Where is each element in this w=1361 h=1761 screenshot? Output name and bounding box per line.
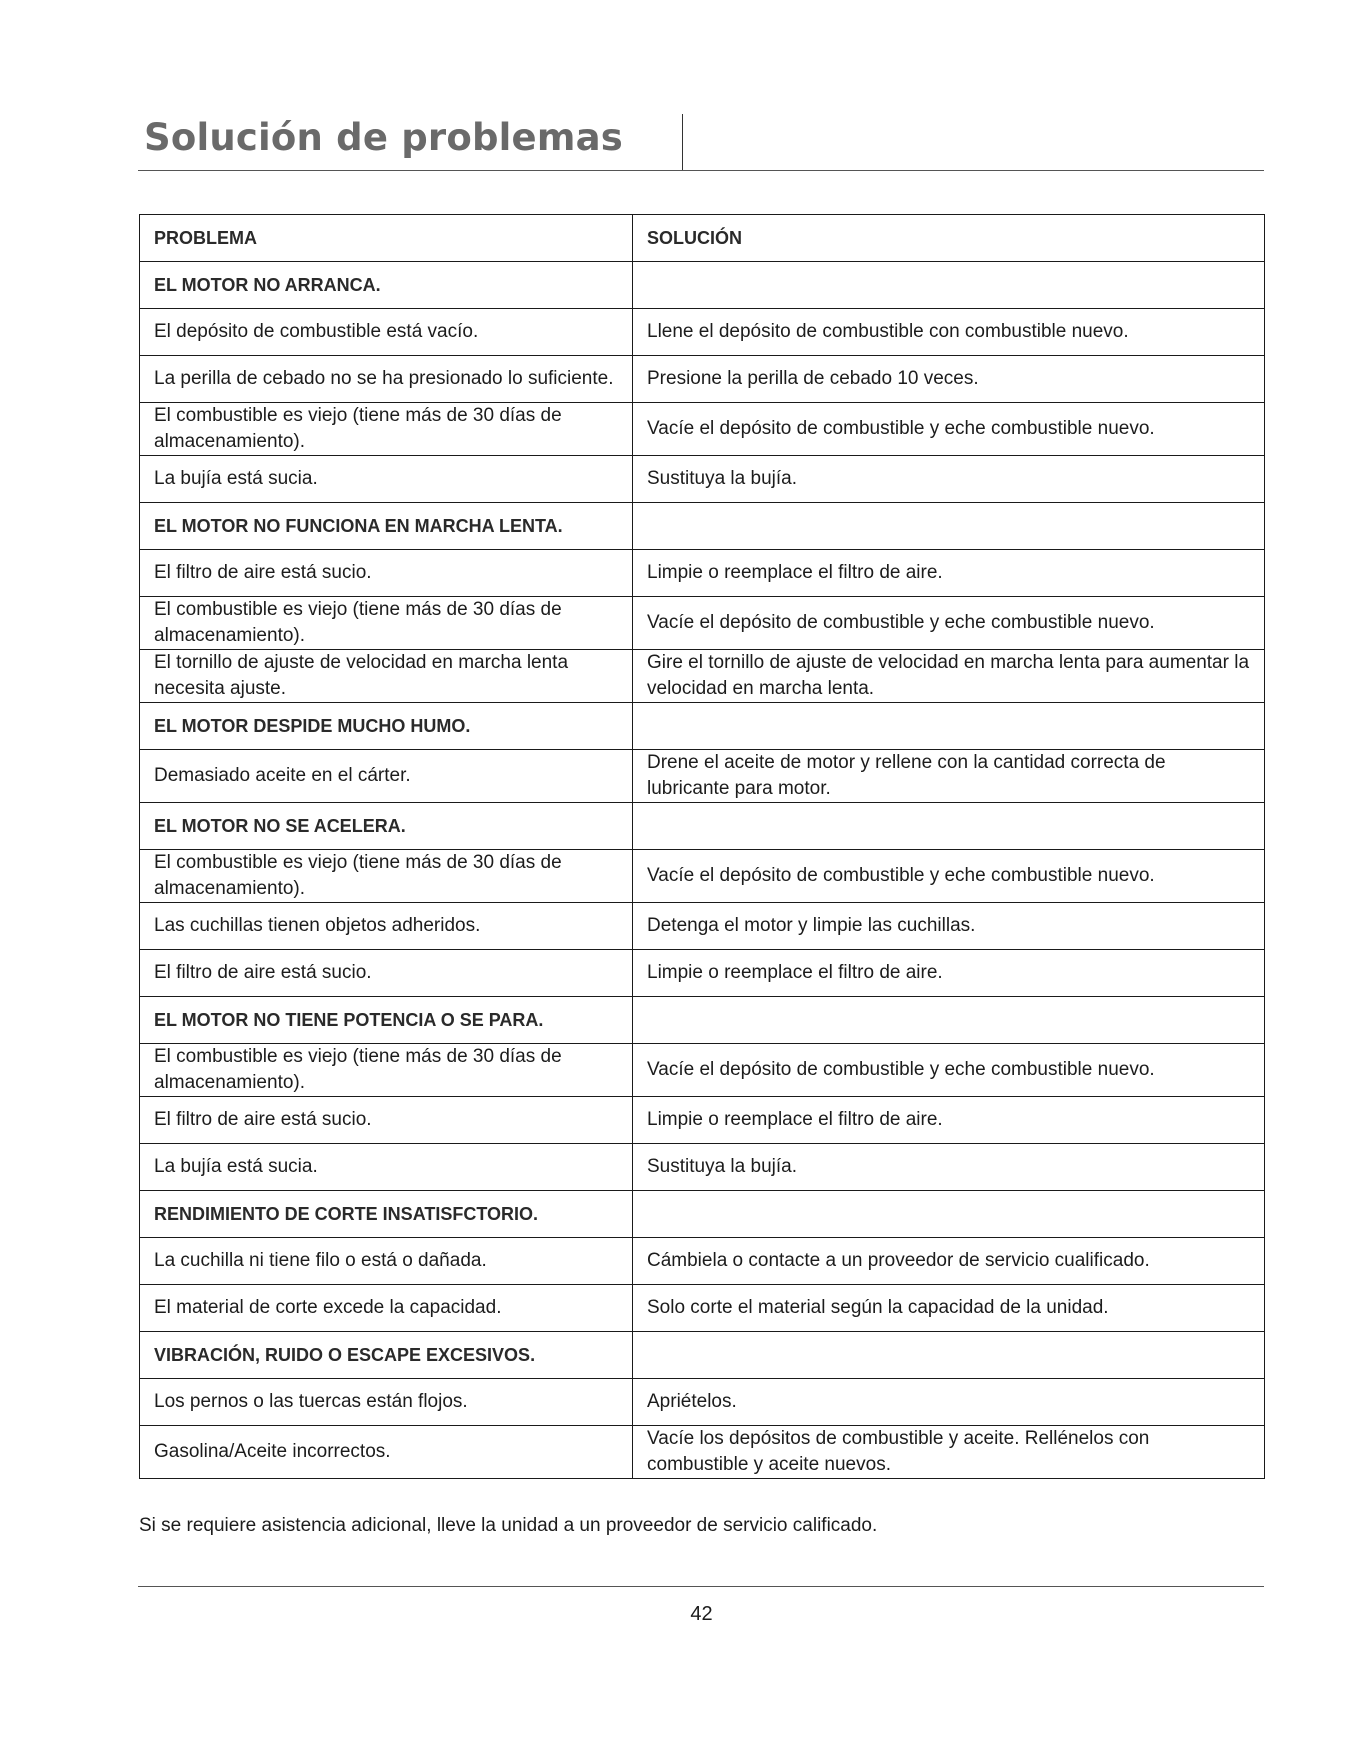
table-row — [140, 1379, 1265, 1426]
table-row — [140, 403, 1265, 456]
table-row — [140, 356, 1265, 403]
table-row — [140, 456, 1265, 503]
problem-cell: El combustible es viejo (tiene más de 30 días de almacenamiento). — [140, 597, 633, 650]
solution-cell: Apriételos. — [633, 1379, 1265, 1426]
solution-cell: Solo corte el material según la capacidad de la unidad. — [633, 1285, 1265, 1332]
problem-cell: Demasiado aceite en el cárter. — [140, 750, 633, 803]
solution-cell: Sustituya la bujía. — [633, 1144, 1265, 1191]
problem-cell: El filtro de aire está sucio. — [140, 950, 633, 997]
section-heading: VIBRACIÓN, RUIDO O ESCAPE EXCESIVOS. — [140, 1332, 633, 1379]
solution-cell — [633, 262, 1265, 309]
problem-cell: La bujía está sucia. — [140, 456, 633, 503]
problem-cell: Los pernos o las tuercas están flojos. — [140, 1379, 633, 1426]
section-heading: RENDIMIENTO DE CORTE INSATISFCTORIO. — [140, 1191, 633, 1238]
table-row — [140, 1426, 1265, 1479]
problem-cell: El tornillo de ajuste de velocidad en marcha lenta necesita ajuste. — [140, 650, 633, 703]
header-solution: SOLUCIÓN — [633, 215, 1265, 262]
table-row — [140, 1097, 1265, 1144]
solution-cell — [633, 1332, 1265, 1379]
table-row — [140, 650, 1265, 703]
table-row — [140, 850, 1265, 903]
title-rule — [138, 170, 1264, 171]
solution-cell: Drene el aceite de motor y rellene con la cantidad correcta de lubricante para motor. — [633, 750, 1265, 803]
solution-cell: Vacíe el depósito de combustible y eche combustible nuevo. — [633, 1044, 1265, 1097]
page-number: 42 — [690, 1603, 713, 1625]
solution-cell: Vacíe el depósito de combustible y eche combustible nuevo. — [633, 597, 1265, 650]
section-row — [140, 503, 1265, 550]
solution-cell: Vacíe el depósito de combustible y eche combustible nuevo. — [633, 850, 1265, 903]
table-row — [140, 597, 1265, 650]
solution-cell: Limpie o reemplace el filtro de aire. — [633, 1097, 1265, 1144]
problem-cell: El depósito de combustible está vacío. — [140, 309, 633, 356]
section-row — [140, 1191, 1265, 1238]
solution-cell — [633, 503, 1265, 550]
section-row — [140, 997, 1265, 1044]
problem-cell: El combustible es viejo (tiene más de 30 días de almacenamiento). — [140, 403, 633, 456]
problem-cell: La bujía está sucia. — [140, 1144, 633, 1191]
table-header-row — [140, 215, 1265, 262]
section-heading: EL MOTOR NO SE ACELERA. — [140, 803, 633, 850]
table-row — [140, 750, 1265, 803]
solution-cell: Llene el depósito de combustible con combustible nuevo. — [633, 309, 1265, 356]
header-problem: PROBLEMA — [140, 215, 633, 262]
footer-rule — [138, 1586, 1264, 1587]
solution-cell: Detenga el motor y limpie las cuchillas. — [633, 903, 1265, 950]
footnote: Si se requiere asistencia adicional, lleve la unidad a un proveedor de servicio calificado. — [139, 1515, 878, 1536]
section-row — [140, 262, 1265, 309]
troubleshooting-table — [139, 214, 1265, 1479]
table-row — [140, 1285, 1265, 1332]
problem-cell: La cuchilla ni tiene filo o está o dañada. — [140, 1238, 633, 1285]
solution-cell — [633, 997, 1265, 1044]
solution-cell: Presione la perilla de cebado 10 veces. — [633, 356, 1265, 403]
problem-cell: El combustible es viejo (tiene más de 30 días de almacenamiento). — [140, 1044, 633, 1097]
section-heading: EL MOTOR NO ARRANCA. — [140, 262, 633, 309]
section-row — [140, 703, 1265, 750]
table-row — [140, 1044, 1265, 1097]
solution-cell: Limpie o reemplace el filtro de aire. — [633, 550, 1265, 597]
section-heading: EL MOTOR NO TIENE POTENCIA O SE PARA. — [140, 997, 633, 1044]
solution-cell — [633, 1191, 1265, 1238]
section-row — [140, 803, 1265, 850]
problem-cell: La perilla de cebado no se ha presionado lo suficiente. — [140, 356, 633, 403]
solution-cell: Vacíe el depósito de combustible y eche combustible nuevo. — [633, 403, 1265, 456]
problem-cell: Gasolina/Aceite incorrectos. — [140, 1426, 633, 1479]
table-row — [140, 309, 1265, 356]
solution-cell: Sustituya la bujía. — [633, 456, 1265, 503]
problem-cell: El filtro de aire está sucio. — [140, 1097, 633, 1144]
solution-cell — [633, 703, 1265, 750]
solution-cell: Vacíe los depósitos de combustible y aceite. Rellénelos con combustible y aceite nuevos. — [633, 1426, 1265, 1479]
table-row — [140, 1238, 1265, 1285]
section-heading: EL MOTOR DESPIDE MUCHO HUMO. — [140, 703, 633, 750]
solution-cell: Limpie o reemplace el filtro de aire. — [633, 950, 1265, 997]
table-row — [140, 1144, 1265, 1191]
table-row — [140, 903, 1265, 950]
table-row — [140, 950, 1265, 997]
problem-cell: Las cuchillas tienen objetos adheridos. — [140, 903, 633, 950]
section-heading: EL MOTOR NO FUNCIONA EN MARCHA LENTA. — [140, 503, 633, 550]
section-row — [140, 1332, 1265, 1379]
solution-cell: Gire el tornillo de ajuste de velocidad en marcha lenta para aumentar la velocidad en marcha lenta. — [633, 650, 1265, 703]
table-row — [140, 550, 1265, 597]
problem-cell: El filtro de aire está sucio. — [140, 550, 633, 597]
problem-cell: El material de corte excede la capacidad. — [140, 1285, 633, 1332]
table-body — [140, 215, 1265, 1479]
problem-cell: El combustible es viejo (tiene más de 30 días de almacenamiento). — [140, 850, 633, 903]
title-divider — [682, 114, 683, 171]
page-title: Solución de problemas — [144, 116, 623, 159]
solution-cell: Cámbiela o contacte a un proveedor de servicio cualificado. — [633, 1238, 1265, 1285]
solution-cell — [633, 803, 1265, 850]
